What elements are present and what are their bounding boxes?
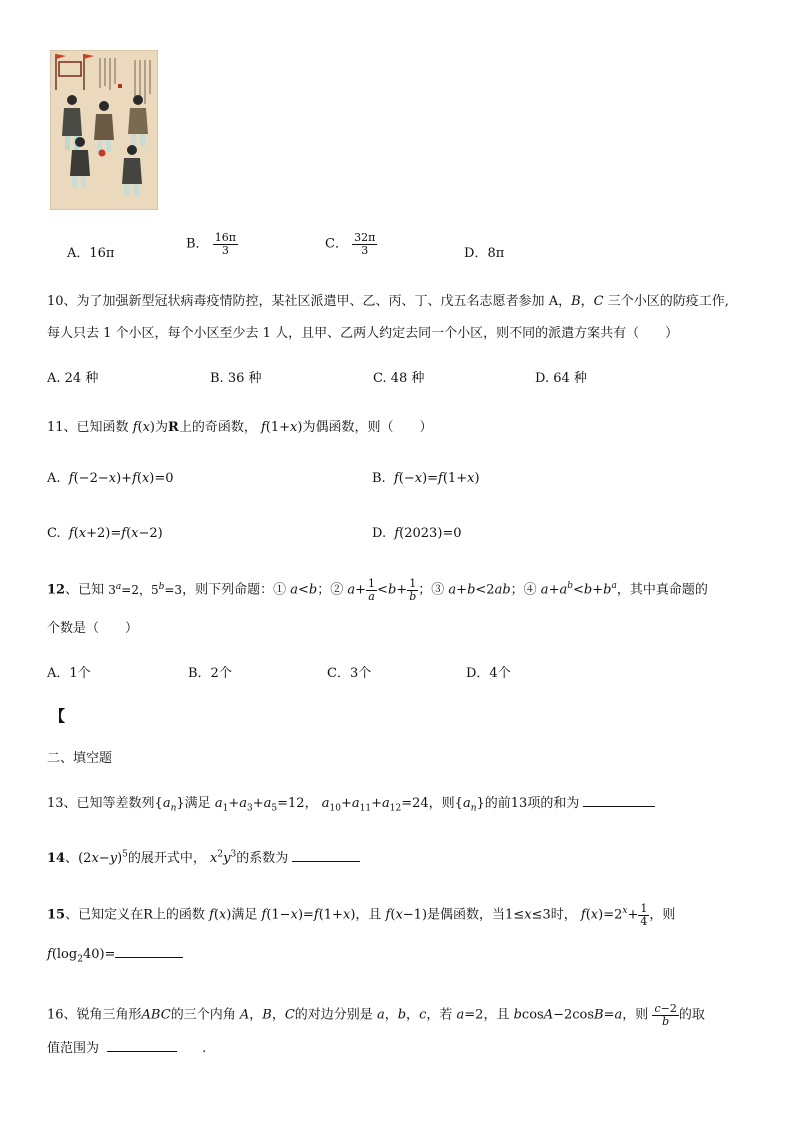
option-fraction: $\frac{16\pi}{3}$ bbox=[214, 231, 236, 257]
answer-blank[interactable] bbox=[107, 1039, 177, 1052]
q12-option-c[interactable]: C．3个 bbox=[327, 666, 372, 681]
q10-option-c[interactable]: C. 48 种 bbox=[373, 371, 425, 386]
q10-option-a[interactable]: A. 24 种 bbox=[47, 371, 99, 386]
q11-option-a[interactable]: A. f(−2−x)+f(x)=0 bbox=[47, 471, 174, 486]
q10-option-d[interactable]: D. 64 种 bbox=[535, 371, 587, 386]
q12-stem-line1: 12、已知 $3^a=2$，$5^b=3$，则下列命题：① a<b；② a+ $\frac{1}{a}$ <b+ $\frac{1}{b}$ ；③ a+b<2ab；④ $a+a^b<b+b^a$，其中真命题的 bbox=[47, 577, 708, 603]
q15-stem-line2: $f(\log_240)=$ bbox=[47, 945, 183, 965]
q10-option-b[interactable]: B. 36 种 bbox=[210, 371, 262, 386]
q14-stem: 14、$(2x-y)^5$的展开式中， $x^2y^3$的系数为 bbox=[47, 847, 360, 866]
q10-stem-line2: 每人只去 1 个小区，每个小区至少去 1 人，且甲、乙两人约定去同一个小区，则不同的派遣方案共有（ ） bbox=[47, 326, 679, 341]
q11-stem: 11、已知函数 f(x)为R上的奇函数， f(1+x)为偶函数，则（ ） bbox=[47, 420, 433, 435]
q10-stem-line1: 10、为了加强新型冠状病毒疫情防控，某社区派遣甲、乙、丙、丁、戊五名志愿者参加 A，B，C 三个小区的防疫工作, bbox=[47, 294, 729, 309]
q9-option-a[interactable] bbox=[67, 242, 114, 261]
q11-option-d[interactable]: D. f(2023)=0 bbox=[372, 526, 462, 541]
q16-stem-line2: 值范围为 . bbox=[47, 1041, 207, 1056]
option-value: 8π bbox=[487, 246, 505, 261]
answer-blank[interactable] bbox=[292, 849, 360, 862]
option-letter: A． bbox=[67, 246, 90, 261]
answer-blank[interactable] bbox=[583, 794, 655, 807]
q11-option-c[interactable]: C. f(x+2)=f(x−2) bbox=[47, 526, 163, 541]
q12-option-b[interactable]: B．2个 bbox=[188, 666, 232, 681]
q12-option-d[interactable]: D．4个 bbox=[466, 666, 511, 681]
q13-stem: 13、已知等差数列$\{a_n\}$满足 $a_1+a_3+a_5=12$， $a_{10}+a_{11}+a_{12}=24$，则$\{a_n\}$的前13项的和为 bbox=[47, 792, 655, 814]
q11-option-b[interactable]: B. f(−x)=f(1+x) bbox=[372, 471, 480, 486]
option-letter: B． bbox=[186, 236, 209, 252]
answer-blank[interactable] bbox=[115, 945, 183, 958]
q12-option-a[interactable]: A．1个 bbox=[47, 666, 91, 681]
q9-option-d[interactable] bbox=[464, 242, 504, 261]
section-title: 二、填空题 bbox=[47, 751, 113, 766]
cuju-painting-image bbox=[50, 50, 158, 210]
q16-stem-line1: 16、锐角三角形ABC的三个内角 A，B，C的对边分别是 a，b，c，若 a=2，且 bcosA−2cosB=a，则 $\frac{c-2}{b}$ 的取 bbox=[47, 1002, 705, 1028]
option-value: 16π bbox=[89, 246, 115, 261]
q9-option-b[interactable] bbox=[186, 232, 238, 256]
option-letter: C． bbox=[325, 236, 348, 252]
option-fraction: $\frac{32\pi}{3}$ bbox=[354, 231, 376, 257]
option-letter: D． bbox=[464, 246, 488, 261]
open-bracket: 【 bbox=[50, 707, 66, 725]
q12-stem-line2: 个数是（ ） bbox=[47, 621, 139, 636]
q9-option-c[interactable] bbox=[325, 232, 377, 256]
q15-stem-line1: 15、已知定义在R上的函数 f(x)满足 f(1−x)=f(1+x)，且 f(x−1)是偶函数，当1≤x≤3时， $f(x)=2^x+$ $\frac{1}{4}$ ，则 bbox=[47, 902, 676, 928]
